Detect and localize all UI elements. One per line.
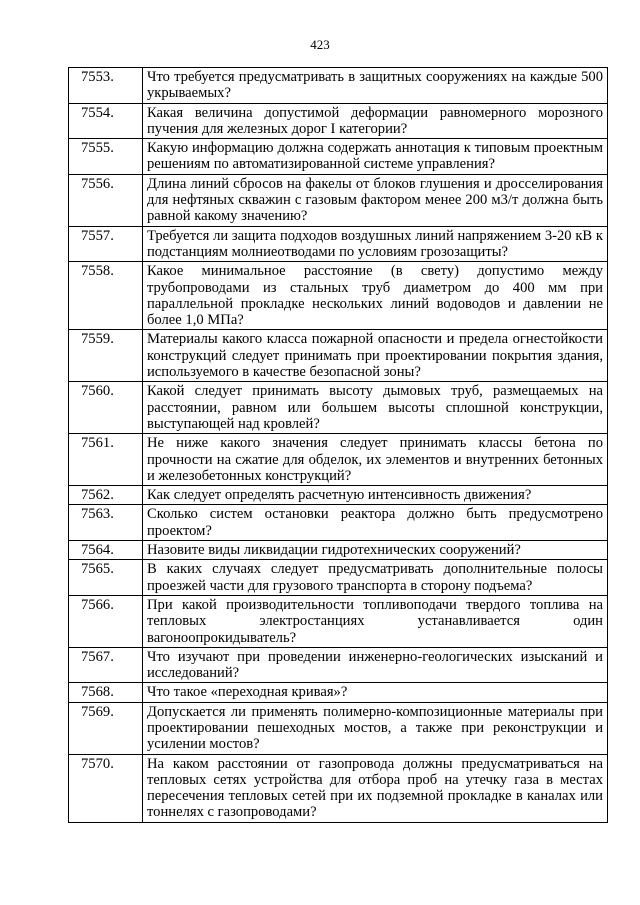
table-row: [69, 139, 608, 175]
question-text: На каком расстоянии от газопровода должны предусматриваться на тепловых сетях устройства для отбора проб на утечку газа в местах пересечения тепловых сетей при их подземной прокладке в каналах или тоннелях с газопроводами?: [143, 754, 608, 822]
question-text: В каких случаях следует предусматривать дополнительные полосы проезжей части для грузового транспорта в сторону подъема?: [143, 560, 608, 596]
table-row: [69, 486, 608, 505]
question-number: 7564.: [69, 541, 143, 560]
question-text: Материалы какого класса пожарной опасности и предела огнестойкости конструкций следует принимать при проектировании покрытия здания, используемого в качестве безопасной зоны?: [143, 330, 608, 382]
question-text: Не ниже какого значения следует принимать классы бетона по прочности на сжатие для обделок, их элементов и внутренних бетонных и железобетонных конструкций?: [143, 434, 608, 486]
table-row: [69, 262, 608, 330]
question-number: 7559.: [69, 330, 143, 382]
table-row: [69, 541, 608, 560]
question-number: 7558.: [69, 262, 143, 330]
question-text: Сколько систем остановки реактора должно быть предусмотрено проектом?: [143, 505, 608, 541]
table-row: [69, 68, 608, 104]
question-number: 7569.: [69, 702, 143, 754]
table-row: [69, 505, 608, 541]
table-row: [69, 382, 608, 434]
table-row: [69, 754, 608, 822]
question-text: Что такое «переходная кривая»?: [143, 683, 608, 702]
question-number: 7563.: [69, 505, 143, 541]
table-row: [69, 174, 608, 226]
question-number: 7553.: [69, 68, 143, 104]
table-row: [69, 226, 608, 262]
question-text: Как следует определять расчетную интенсивность движения?: [143, 486, 608, 505]
table-row: [69, 434, 608, 486]
table-row: [69, 702, 608, 754]
question-text: Назовите виды ликвидации гидротехнических сооружений?: [143, 541, 608, 560]
question-number: 7561.: [69, 434, 143, 486]
questions-table: [68, 67, 608, 823]
question-text: Какая величина допустимой деформации равномерного морозного пучения для железных дорог I категории?: [143, 103, 608, 139]
question-number: 7560.: [69, 382, 143, 434]
question-number: 7567.: [69, 647, 143, 683]
question-number: 7557.: [69, 226, 143, 262]
table-row: [69, 560, 608, 596]
question-number: 7554.: [69, 103, 143, 139]
table-row: [69, 595, 608, 647]
question-text: Длина линий сбросов на факелы от блоков глушения и дросселирования для нефтяных скважин с газовым фактором менее 200 м3/т должна быть равной какому значению?: [143, 174, 608, 226]
question-number: 7556.: [69, 174, 143, 226]
question-text: Что изучают при проведении инженерно-геологических изысканий и исследований?: [143, 647, 608, 683]
question-text: Что требуется предусматривать в защитных сооружениях на каждые 500 укрываемых?: [143, 68, 608, 104]
question-number: 7566.: [69, 595, 143, 647]
table-row: [69, 683, 608, 702]
table-row: [69, 647, 608, 683]
question-number: 7562.: [69, 486, 143, 505]
question-text: Какое минимальное расстояние (в свету) допустимо между трубопроводами из стальных труб диаметром до 400 мм при параллельной прокладке нескольких линий водоводов и давлении не более 1,0 МПа?: [143, 262, 608, 330]
question-number: 7568.: [69, 683, 143, 702]
question-text: Какой следует принимать высоту дымовых труб, размещаемых на расстоянии, равном или большем высоты сплошной конструкции, выступающей над кровлей?: [143, 382, 608, 434]
question-number: 7555.: [69, 139, 143, 175]
question-text: При какой производительности топливоподачи твердого топлива на тепловых электростанциях устанавливается один вагоноопрокидыватель?: [143, 595, 608, 647]
question-text: Допускается ли применять полимерно-композиционные материалы при проектировании пешеходных мостов, а также при реконструкции и усилении мостов?: [143, 702, 608, 754]
page-number: 423: [310, 37, 330, 52]
table-row: [69, 103, 608, 139]
question-text: Требуется ли защита подходов воздушных линий напряжением 3-20 кВ к подстанциям молниеотводами по условиям грозозащиты?: [143, 226, 608, 262]
table-row: [69, 330, 608, 382]
question-number: 7565.: [69, 560, 143, 596]
question-number: 7570.: [69, 754, 143, 822]
question-text: Какую информацию должна содержать аннотация к типовым проектным решениям по автоматизированной системе управления?: [143, 139, 608, 175]
